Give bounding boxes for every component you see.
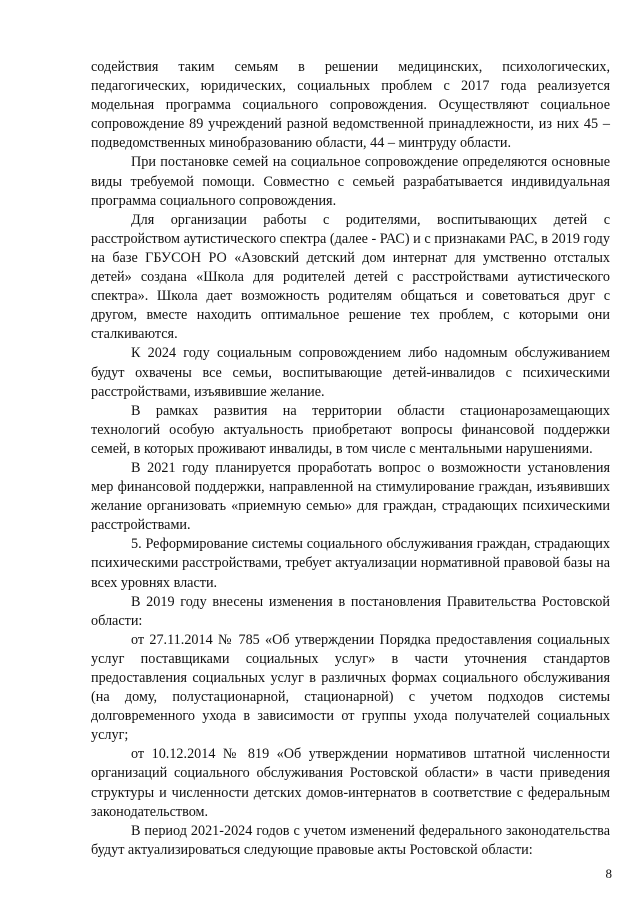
paragraph-resolution-819: от 10.12.2014 № 819 «Об утверждении нормативов штатной численности организаций социального обслуживания Ростовской области» в части приведения структуры и численности детских домов-интернатов в соответствие с федеральным законодательством. bbox=[91, 746, 610, 820]
paragraph-continuation: содействия таким семьям в решении медицинских, психологических, педагогических, юридических, социальных проблем с 2017 года реализуется модельная программа социального сопровождения. Осуществляют социальное сопровождение 89 учреждений разной ведомственной принадлежности, из них 45 – подведомственных минобразованию области, 44 – минтруду области. bbox=[91, 59, 610, 152]
paragraph-autism-parent-school: Для организации работы с родителями, воспитывающих детей с расстройством аутистического спектра (далее - РАС) и с признаками РАС, в 2019 году на базе ГБУСОН РО «Азовский детский дом интернат для умственно отсталых детей» создана «Школа для родителей детей с расстройствами аутистического спектра». Школа дает возможность родителям общаться и советоваться друг с другом, вместе находить оптимальное решение тех проблем, с которыми они сталкиваются. bbox=[91, 211, 610, 343]
paragraph-resolution-785: от 27.11.2014 № 785 «Об утверждении Порядка предоставления социальных услуг поставщиками социальных услуг» в части уточнения стандартов предоставления социальных услуг в различных формах социального обслуживания (на дому, полустационарной, стационарной) с учетом подходов системы долговременного ухода в зависимости от группы ухода получателей социальных услуг; bbox=[91, 631, 610, 744]
paragraph-financial-support: В рамках развития на территории области стационарозамещающих технологий особую актуальность приобретают вопросы финансовой поддержки семей, в которых проживают инвалиды, в том числе с ментальными нарушениями. bbox=[91, 402, 610, 457]
paragraph-2021-2024-legal-acts: В период 2021-2024 годов с учетом изменений федерального законодательства будут актуализироваться следующие правовые акты Ростовской области: bbox=[91, 822, 610, 858]
paragraph-2021-foster-family: В 2021 году планируется проработать вопрос о возможности установления мер финансовой поддержки, направленной на стимулирование граждан, изъявивших желание организовать «приемную семью» для граждан, страдающих психическими расстройствами. bbox=[91, 459, 610, 534]
document-body bbox=[91, 58, 610, 860]
paragraph-2024-coverage: К 2024 году социальным сопровождением либо надомным обслуживанием будут охвачены все семьи, воспитывающие детей-инвалидов с психическими расстройствами, изъявившие желание. bbox=[91, 345, 610, 400]
paragraph-2019-amendments: В 2019 году внесены изменения в постановления Правительства Ростовской области: bbox=[91, 593, 610, 629]
paragraph-social-support-types: При постановке семей на социальное сопровождение определяются основные виды требуемой помощи. Совместно с семьей разрабатывается индивидуальная программа социального сопровождения. bbox=[91, 154, 610, 209]
page-number: 8 bbox=[605, 866, 612, 881]
paragraph-reform-item-5: 5. Реформирование системы социального обслуживания граждан, страдающих психическими расстройствами, требует актуализации нормативной правовой базы на всех уровнях власти. bbox=[91, 536, 610, 591]
